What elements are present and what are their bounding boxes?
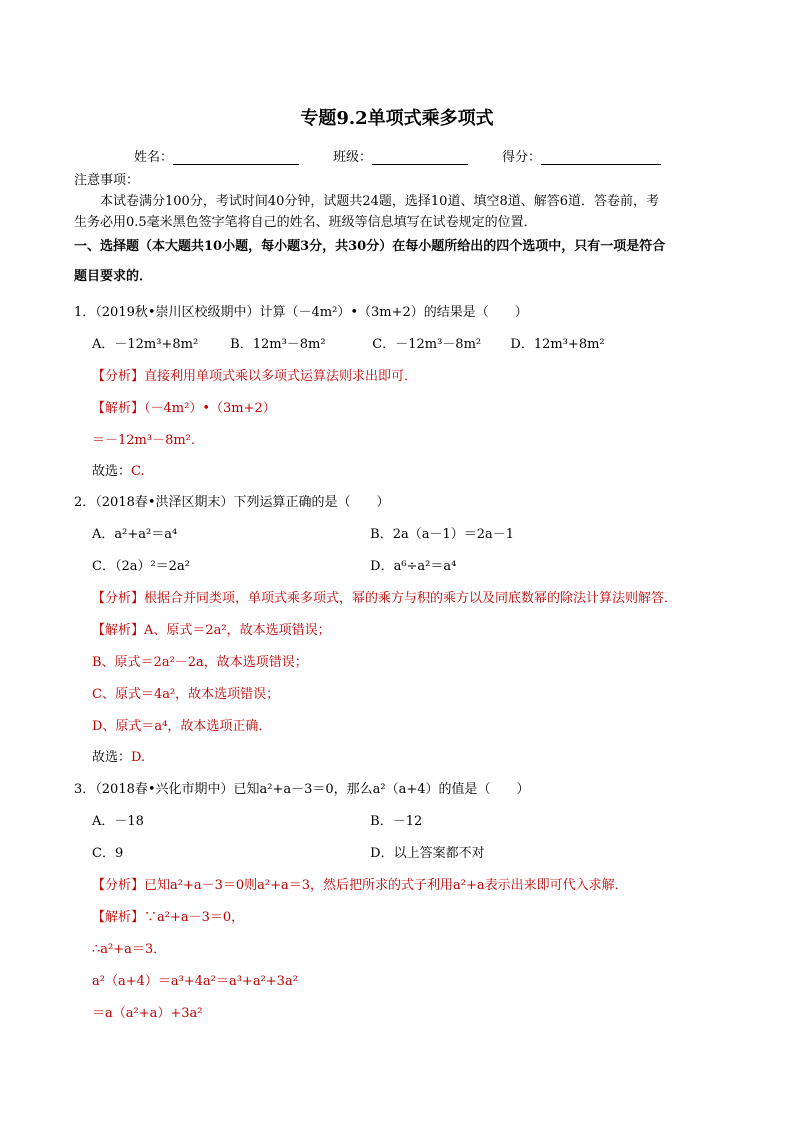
answer-label: 故选： [92,750,132,765]
name-field[interactable] [134,146,299,165]
q2-answer-value: D. [131,750,146,765]
q3-options-row-2 [92,845,692,863]
notice-line-2: 生务必用0.5毫米黑色签字笔将自己的姓名、班级等信息填写在试卷规定的位置． [74,215,537,230]
q3-options-row-1 [92,813,692,831]
section-heading-line-1: 一、选择题（本大题共10小题，每小题3分，共30分）在每小题所给出的四个选项中，只有一项是符合 [74,239,666,254]
q3-analysis [92,877,628,895]
q1-options [92,336,605,354]
q1-solution-2: ＝－12m³－8m². [92,433,196,448]
analysis-label: 【分析】 [92,591,145,606]
q2-stem: 2．（2018春•洪泽区期末）下列运算正确的是（ ） [74,495,390,510]
q2-solution-4: D、原式＝a⁴，故本选项正确． [92,719,272,734]
q2-options-row-1 [92,526,692,544]
q2-analysis-text: 根据合并同类项，单项式乘多项式，幂的乘方与积的乘方以及同底数幂的除法计算法则解答． [144,591,678,606]
q1-option-a[interactable]: A．－12m³+8m² [92,337,199,352]
q1-solution [92,400,276,418]
score-blank[interactable] [541,150,661,165]
q2-solution-1: A、原式＝2a²，故本选项错误； [144,623,331,638]
solution-label: 【解析】 [92,401,145,416]
q3-option-b[interactable]: B．－12 [370,814,423,829]
q2-answer [92,749,145,767]
q3-stem: 3．（2018春•兴化市期中）已知a²+a－3＝0，那么a²（a+4）的值是（ ） [74,782,530,797]
q1-analysis-text: 直接利用单项式乘以多项式运算法则求出即可． [144,369,418,384]
q1-analysis [92,368,417,386]
q3-option-c[interactable]: C．9 [92,846,124,861]
q1-stem: 1．（2019秋•崇川区校级期中）计算（－4m²）•（3m+2）的结果是（ ） [74,305,528,320]
q1-option-d[interactable]: D．12m³+8m² [510,337,605,352]
score-field[interactable] [502,146,661,165]
solution-label: 【解析】 [92,910,145,925]
q2-analysis [92,590,677,608]
q1-option-b[interactable]: B．12m³－8m² [230,337,326,352]
student-info-row [134,146,695,165]
q3-analysis-text: 已知a²+a－3＝0则a²+a＝3，然后把所求的式子利用a²+a表示出来即可代入求解． [144,878,628,893]
q3-solution [92,909,244,927]
class-label: 班级： [333,150,373,165]
q3-solution-1: ∵a²+a－3＝0， [144,910,245,925]
q3-option-a[interactable]: A．－18 [92,814,144,829]
answer-label: 故选： [92,464,132,479]
section-heading-line-2: 题目要求的． [74,269,153,284]
class-field[interactable] [333,146,468,165]
q1-solution-1: （－4m²）•（3m+2） [144,401,276,416]
q2-options-row-2 [92,558,692,576]
q2-option-a[interactable]: A．a²+a²＝a⁴ [92,527,178,542]
q3-solution-3: a²（a+4）＝a³+4a²＝a³+a²+3a² [92,974,298,989]
q2-solution-2: B、原式＝2a²－2a，故本选项错误； [92,655,308,670]
q2-solution [92,622,331,640]
q3-option-d[interactable]: D．以上答案都不对 [370,846,485,861]
q3-solution-2: ∴a²+a＝3． [92,942,167,957]
analysis-label: 【分析】 [92,369,145,384]
notice-line-1: 本试卷满分100分，考试时间40分钟，试题共24题，选择10道、填空8道、解答6道．答卷前，考 [100,194,659,209]
q3-solution-4: ＝a（a²+a）+3a² [92,1006,203,1021]
q2-option-b[interactable]: B．2a（a－1）＝2a－1 [370,527,515,542]
score-label: 得分： [502,150,542,165]
q2-solution-3: C、原式＝4a²，故本选项错误； [92,687,280,702]
name-blank[interactable] [173,150,299,165]
class-blank[interactable] [372,150,468,165]
name-label: 姓名： [134,150,174,165]
q1-answer-value: C. [131,464,145,479]
q2-option-d[interactable]: D．a⁶÷a²＝a⁴ [370,559,457,574]
analysis-label: 【分析】 [92,878,145,893]
q2-option-c[interactable]: C．（2a）²＝2a² [92,559,190,574]
q1-option-c[interactable]: C．－12m³－8m² [372,337,482,352]
solution-label: 【解析】 [92,623,145,638]
page-title: 专题9.2单项式乘多项式 [300,108,494,129]
q1-answer [92,463,145,481]
notice-title: 注意事项： [74,173,140,188]
